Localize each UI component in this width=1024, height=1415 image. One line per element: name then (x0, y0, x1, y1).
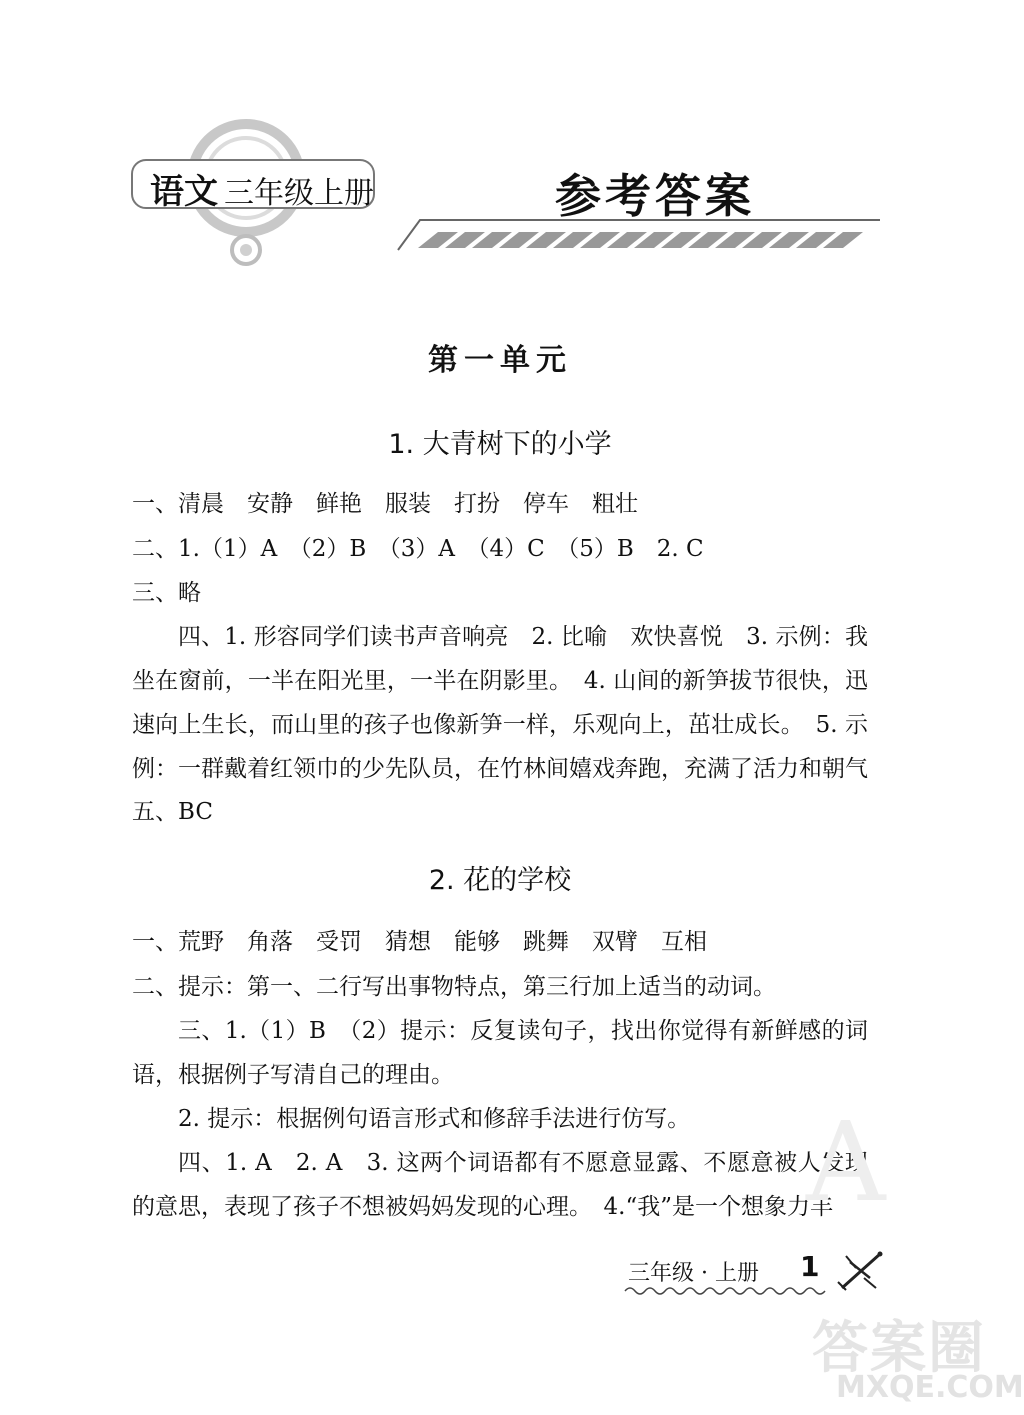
airplane-icon (836, 1248, 886, 1294)
watermark-letter: A (806, 1098, 886, 1226)
page-title: 参考答案 (555, 169, 755, 223)
lesson-1-answer-5: 五、BC (132, 799, 213, 825)
footer-wave-divider (625, 1284, 830, 1298)
lesson-2-answer-3a: 三、1.（1）B （2）提示：反复读句子，找出你觉得有新鲜感的词语，根据例子写清自己的理由。 (132, 1018, 868, 1088)
lesson-2-answer-2: 二、提示：第一、二行写出事物特点，第三行加上适当的动词。 (132, 974, 776, 1000)
lesson-1-answer-1: 一、清晨 安静 鲜艳 服装 打扮 停车 粗壮 (132, 491, 638, 517)
lesson-2-title: 2. 花的学校 (428, 865, 572, 896)
lesson-1-title: 1. 大青树下的小学 (388, 429, 612, 460)
lesson-2-answer-4: 四、1. A 2. A 3. 这两个词语都有不愿意显露、不愿意被人发现的意思，表现了孩子不想被妈妈发现的心理。 4.“我”是一个想象力丰 (132, 1150, 868, 1220)
grade-label: 三年级上册 (224, 176, 374, 211)
lesson-1-answer-4: 四、1. 形容同学们读书声音响亮 2. 比喻 欢快喜悦 3. 示例：我坐在窗前，一半在阳光里，一半在阴影里。 4. 山间的新笋拔节很快，迅速向上生长，而山里的孩子也像新笋一样，乐观向上，茁壮成长。 5. 示例：一群戴着红领巾的少先队员，在竹林间嬉戏奔跑，充满了活力和朝气 (132, 624, 868, 782)
unit-title: 第一单元 (428, 343, 572, 378)
subject-label: 语文 (150, 172, 218, 212)
watermark-brand: 答案圈 (812, 1316, 986, 1381)
lesson-1-answer-3: 三、略 (132, 580, 201, 606)
page-number: 1 (800, 1250, 820, 1283)
footer-grade: 三年级 · 上册 (628, 1261, 759, 1286)
watermark-site: MXQE.COM (836, 1370, 1024, 1405)
lesson-2-answer-3b: 2. 提示：根据例句语言形式和修辞手法进行仿写。 (178, 1106, 691, 1132)
subject-badge (150, 164, 374, 213)
lesson-2-answer-1: 一、荒野 角落 受罚 猜想 能够 跳舞 双臂 互相 (132, 929, 707, 955)
lesson-1-answer-2: 二、1.（1）A （2）B （3）A （4）C （5）B 2. C (132, 536, 704, 562)
